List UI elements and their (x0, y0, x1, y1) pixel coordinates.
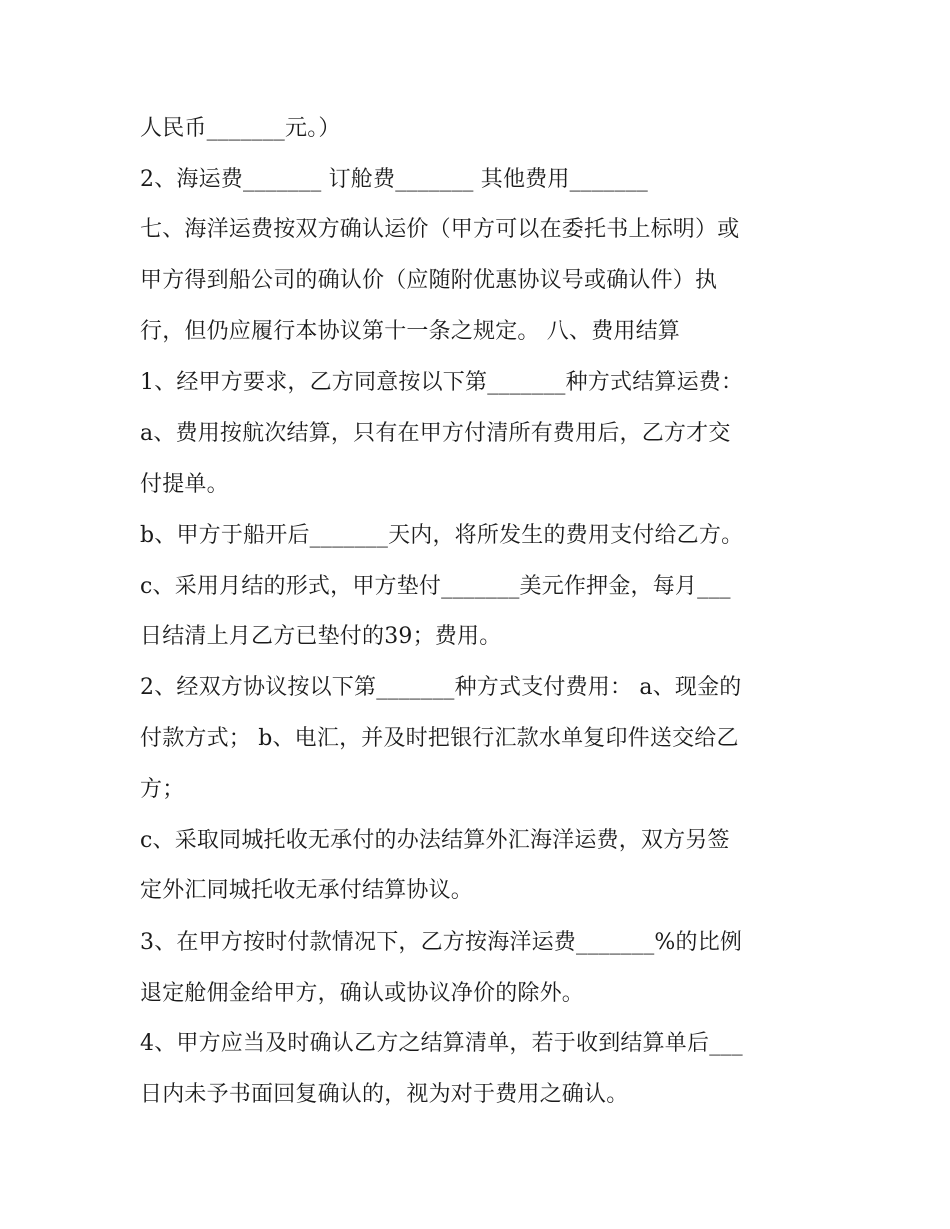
text-line: 2、经双方协议按以下第_______种方式支付费用： a、现金的 (140, 675, 742, 700)
text-line: 七、海洋运费按双方确认运价（甲方可以在委托书上标明）或 (140, 217, 740, 242)
text-line: 3、在甲方按时付款情况下，乙方按海洋运费_______%的比例 (140, 930, 743, 955)
text-line: 方； (140, 777, 185, 802)
text-line: a、费用按航次结算，只有在甲方付清所有费用后，乙方才交 (140, 421, 731, 446)
text-line: 4、甲方应当及时确认乙方之结算清单，若于收到结算单后___ (140, 1031, 743, 1056)
text-line: b、甲方于船开后_______天内，将所发生的费用支付给乙方。 (140, 523, 744, 548)
text-line: 行，但仍应履行本协议第十一条之规定。 八、费用结算 (140, 319, 680, 344)
text-line: 2、海运费_______ 订舱费_______ 其他费用_______ (140, 167, 648, 192)
text-line: 退定舱佣金给甲方，确认或协议净价的除外。 (140, 981, 585, 1006)
text-line: 日内未予书面回复确认的，视为对于费用之确认。 (140, 1082, 629, 1107)
text-line: 付提单。 (140, 472, 229, 497)
text-line: c、采取同城托收无承付的办法结算外汇海洋运费，双方另签 (140, 828, 730, 853)
text-line: c、采用月结的形式，甲方垫付_______美元作押金，每月___ (140, 574, 731, 599)
text-line: 人民币_______元。） (140, 116, 341, 141)
text-line: 日结清上月乙方已垫付的39；费用。 (140, 624, 502, 649)
text-line: 甲方得到船公司的确认价（应随附优惠协议号或确认件）执 (140, 268, 718, 293)
text-line: 1、经甲方要求，乙方同意按以下第_______种方式结算运费： (140, 370, 744, 395)
text-line: 付款方式； b、电汇，并及时把银行汇款水单复印件送交给乙 (140, 726, 739, 751)
text-line: 定外汇同城托收无承付结算协议。 (140, 878, 474, 903)
